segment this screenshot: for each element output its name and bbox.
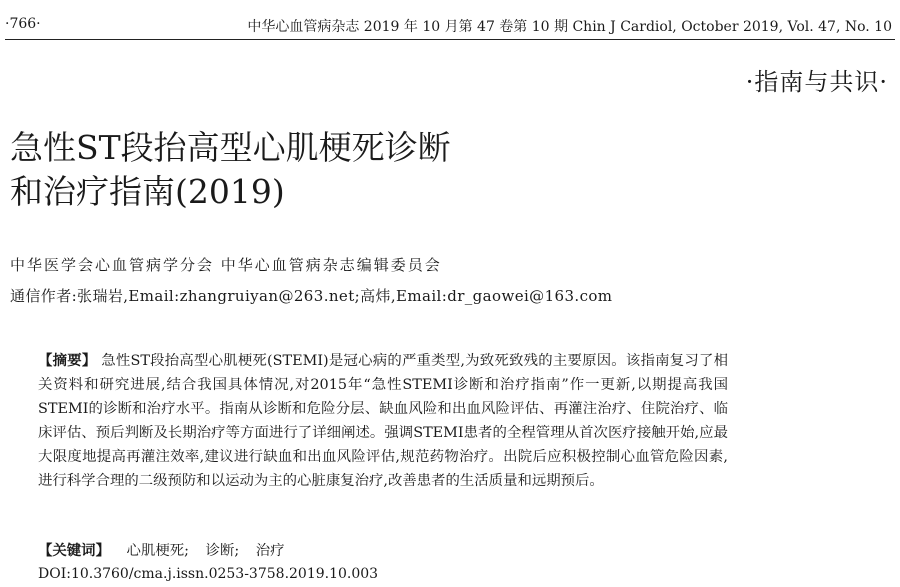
title-line-1: 急性ST段抬高型心肌梗死诊断 bbox=[10, 128, 451, 167]
keyword: 诊断; bbox=[205, 543, 240, 559]
article-title bbox=[10, 126, 451, 214]
author-list: 中华医学会心血管病学分会 中华心血管病杂志编辑委员会 bbox=[10, 256, 442, 274]
keywords-label: 【关键词】 bbox=[38, 542, 110, 559]
doi: DOI:10.3760/cma.j.issn.0253-3758.2019.10.003 bbox=[38, 566, 379, 582]
keywords bbox=[38, 539, 285, 560]
section-label: ·指南与共识· bbox=[745, 68, 888, 96]
abstract-text: 急性ST段抬高型心肌梗死(STEMI)是冠心病的严重类型,为致死致残的主要原因。该指南复习了相关资料和研究进展,结合我国具体情况,对2015年“急性STEMI诊断和治疗指南”作一更新,以期提高我国STEMI的诊断和治疗水平。指南从诊断和危险分层、缺血风险和出血风险评估、再灌注治疗、住院治疗、临床评估、预后判断及长期治疗等方面进行了详细阐述。强调STEMI患者的全程管理从首次医疗接触开始,应最大限度地提高再灌注效率,建议进行缺血和出血风险评估,规范药物治疗。出院后应积极控制心血管危险因素,进行科学合理的二级预防和以运动为主的心脏康复治疗,改善患者的生活质量和远期预后。 bbox=[38, 353, 728, 489]
header-rule bbox=[5, 39, 895, 40]
keyword: 治疗 bbox=[255, 543, 285, 559]
corresponding-author: 通信作者:张瑞岩,Email:zhangruiyan@263.net;高炜,Email:dr_gaowei@163.com bbox=[10, 287, 613, 305]
page-number: ·766· bbox=[5, 16, 41, 32]
running-header bbox=[5, 16, 892, 38]
journal-citation: 中华心血管病杂志 2019 年 10 月第 47 卷第 10 期 Chin J Cardiol, October 2019, Vol. 47, No. 10 bbox=[247, 19, 892, 35]
abstract-label: 【摘要】 bbox=[38, 352, 97, 369]
keyword: 心肌梗死; bbox=[126, 543, 189, 559]
abstract bbox=[38, 349, 728, 493]
title-line-2: 和治疗指南(2019) bbox=[10, 172, 285, 211]
